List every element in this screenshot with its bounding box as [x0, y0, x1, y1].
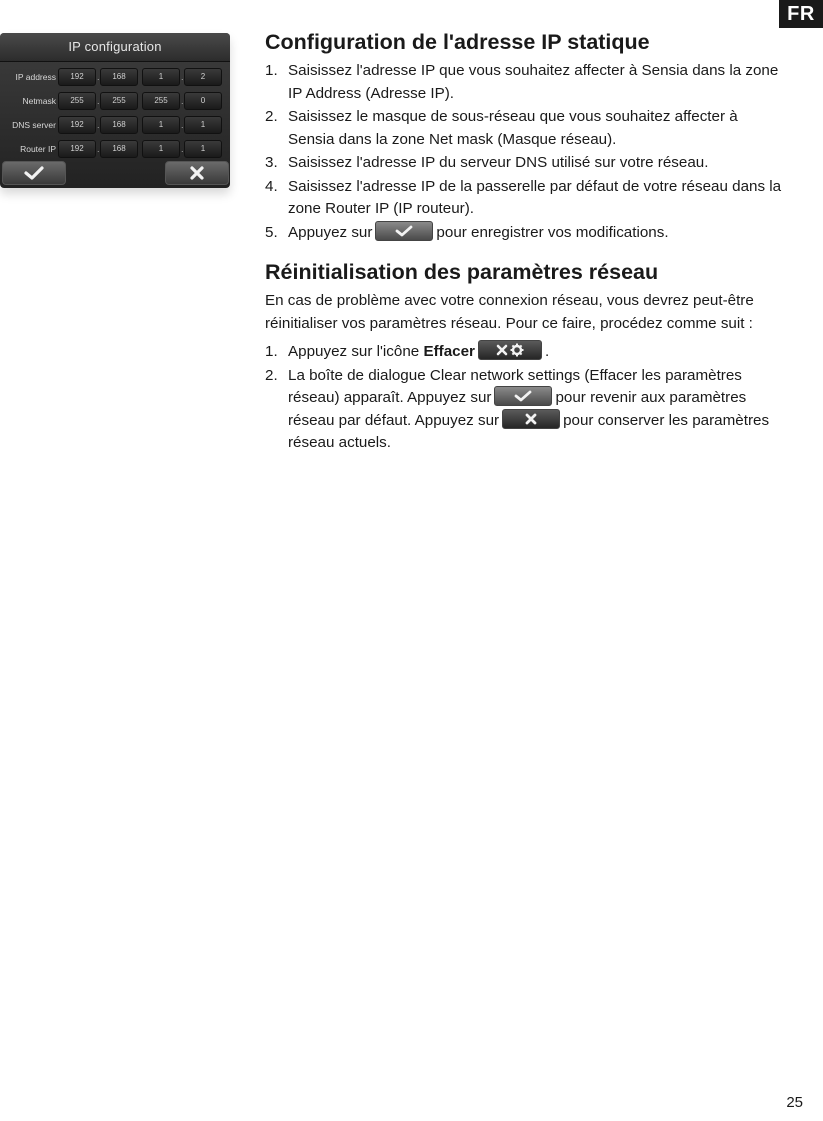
language-tab: FR [779, 0, 823, 28]
clear-settings-icon [492, 342, 528, 358]
step-text: pour conserver les paramètres réseau actuels. [288, 411, 770, 451]
static-ip-steps [265, 60, 785, 244]
step-text: Appuyez sur l'icône [288, 343, 420, 360]
ip-row-router-ip [0, 140, 230, 158]
ip-panel-title: IP configuration [0, 33, 230, 62]
section-heading-network-reset: Réinitialisation des paramètres réseau [265, 260, 659, 284]
ip-octet-field: 1 [184, 116, 222, 134]
octet-separator: . [181, 72, 184, 82]
step-text: pour revenir aux paramètres réseau par défaut. Appuyez sur [288, 389, 747, 429]
step-number: 2. [265, 108, 278, 125]
octet-separator: . [97, 72, 100, 82]
list-item [265, 365, 785, 455]
inline-confirm-button [494, 386, 552, 406]
ip-octet-field: 192 [58, 140, 96, 158]
ip-panel-confirm-button [2, 161, 66, 185]
ip-octet-field: 192 [58, 116, 96, 134]
network-reset-intro: En cas de problème avec votre connexion réseau, vous devrez peut-être réinitialiser vos paramètres réseau. Pour ce faire, procédez comme suit : [265, 292, 754, 332]
ip-row-ip-address [0, 68, 230, 86]
close-icon [524, 412, 538, 426]
octet-separator: . [181, 120, 184, 130]
ip-octet-field: 192 [58, 68, 96, 86]
inline-clear-settings-button [478, 340, 542, 360]
ip-octet-field: 1 [184, 140, 222, 158]
step-number: 1. [265, 62, 278, 79]
ip-row-label: IP address [15, 72, 56, 82]
ip-row-label: Router IP [20, 144, 56, 154]
inline-cancel-button [502, 409, 560, 429]
step-text: Saisissez l'adresse IP de la passerelle par défaut de votre réseau dans la zone Router IP (IP routeur). [288, 177, 782, 217]
octet-separator: . [97, 144, 100, 154]
ip-octet-field: 0 [184, 92, 222, 110]
list-item [265, 222, 785, 245]
section-heading-static-ip: Configuration de l'adresse IP statique [265, 30, 650, 54]
close-icon [189, 165, 205, 181]
ip-octet-field: 1 [142, 140, 180, 158]
network-reset-steps [265, 341, 785, 455]
ip-octet-field: 255 [58, 92, 96, 110]
check-icon [23, 165, 45, 181]
octet-separator: . [97, 120, 100, 130]
ip-octet-field: 1 [142, 116, 180, 134]
step-text: Saisissez l'adresse IP que vous souhaitez affecter à Sensia dans la zone IP Address (Adresse IP). [288, 62, 779, 102]
step-number: 4. [265, 177, 278, 195]
inline-confirm-button [375, 221, 433, 241]
step-number: 5. [265, 223, 278, 241]
page-content [265, 28, 785, 456]
list-item [265, 341, 785, 364]
octet-separator: . [181, 96, 184, 106]
list-item [265, 60, 785, 105]
step-text: Saisissez le masque de sous-réseau que vous souhaitez affecter à Sensia dans la zone Net mask (Masque réseau). [288, 108, 738, 148]
ip-octet-field: 255 [100, 92, 138, 110]
step-number: 2. [265, 366, 278, 384]
list-item [265, 152, 785, 175]
ip-row-label: Netmask [22, 96, 56, 106]
step-text: La boîte de dialogue Clear network settings (Effacer les paramètres réseau) apparaît. Appuyez sur [288, 366, 742, 406]
step-text: pour enregistrer vos modifications. [436, 223, 669, 241]
ip-octet-field: 1 [142, 68, 180, 86]
list-item [265, 176, 785, 221]
step-number: 3. [265, 154, 278, 171]
ip-configuration-screenshot [0, 33, 230, 188]
list-item [265, 106, 785, 151]
ip-octet-field: 255 [142, 92, 180, 110]
step-text: Saisissez l'adresse IP du serveur DNS utilisé sur votre réseau. [288, 154, 709, 171]
step-text: Appuyez sur [288, 223, 373, 241]
check-icon [394, 224, 414, 238]
ip-row-label: DNS server [12, 120, 56, 130]
octet-separator: . [97, 96, 100, 106]
step-number: 1. [265, 343, 278, 360]
ip-octet-field: 168 [100, 140, 138, 158]
ip-row-netmask [0, 92, 230, 110]
step-bold-term: Effacer [423, 343, 475, 360]
ip-row-dns-server [0, 116, 230, 134]
ip-octet-field: 168 [100, 116, 138, 134]
page-number: 25 [786, 1094, 803, 1111]
step-text: . [544, 343, 550, 360]
ip-octet-field: 168 [100, 68, 138, 86]
check-icon [513, 389, 533, 403]
ip-octet-field: 2 [184, 68, 222, 86]
ip-panel-cancel-button [165, 161, 229, 185]
octet-separator: . [181, 144, 184, 154]
